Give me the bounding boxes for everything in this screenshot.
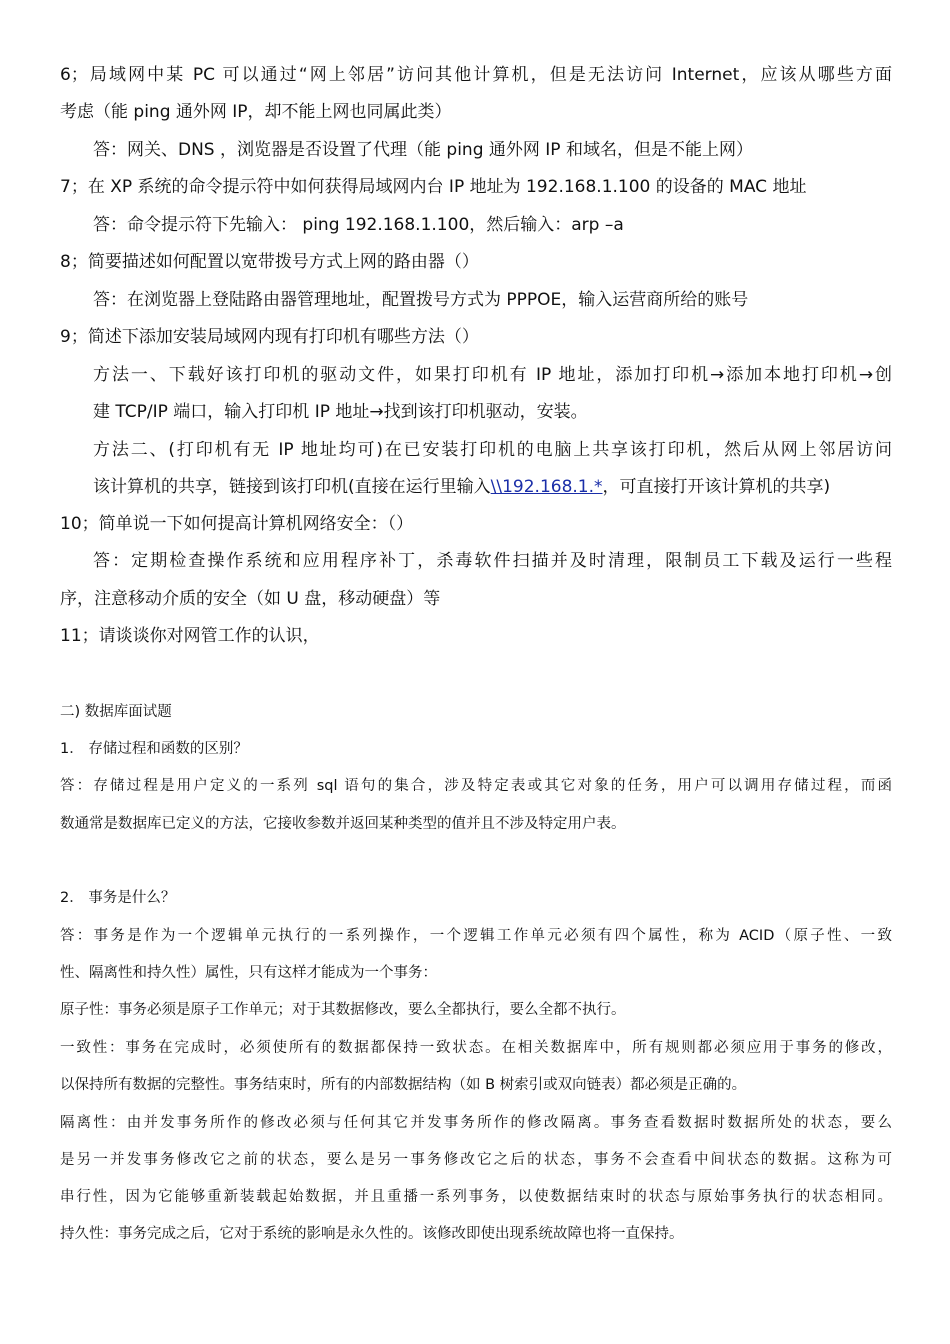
db-answer-2-line-2: 性、隔离性和持久性）属性，只有这样才能成为一个事务： — [60, 965, 437, 981]
property-isolation-line-1: 隔离性：由并发事务所作的修改必须与任何其它并发事务所作的修改隔离。事务查看数据时数据所处的状态，要么 — [60, 1115, 892, 1131]
question-11: 11；请谈谈你对网管工作的认识， — [60, 626, 320, 646]
method-2-text-before-link: 该计算机的共享，链接到该打印机(直接在运行里输入 — [93, 477, 491, 497]
db-question-2: 2． 事务是什么？ — [60, 890, 176, 906]
question-10: 10；简单说一下如何提高计算机网络安全：（） — [60, 514, 414, 534]
share-path-link[interactable]: \\192.168.1.* — [490, 477, 603, 497]
question-6-line-2: 考虑（能 ping 通外网 IP，却不能上网也同属此类） — [60, 102, 452, 122]
answer-10-line-1: 答：定期检查操作系统和应用程序补丁，杀毒软件扫描并及时清理，限制员工下载及运行一些程 — [93, 551, 892, 571]
property-isolation-line-3: 串行性，因为它能够重新装载起始数据，并且重播一系列事务，以使数据结束时的状态与原始事务执行的状态相同。 — [60, 1189, 892, 1205]
db-answer-1-line-1: 答：存储过程是用户定义的一系列 sql 语句的集合，涉及特定表或其它对象的任务，用户可以调用存储过程，而函 — [60, 778, 892, 794]
method-1-line-1: 方法一、下载好该打印机的驱动文件，如果打印机有 IP 地址，添加打印机→添加本地打印机→创 — [93, 365, 892, 385]
answer-8: 答：在浏览器上登陆路由器管理地址，配置拨号方式为 PPPOE，输入运营商所给的账号 — [93, 290, 749, 310]
question-6-line-1: 6；局域网中某 PC 可以通过“网上邻居”访问其他计算机，但是无法访问 Internet，应该从哪些方面 — [60, 65, 892, 85]
answer-6: 答：网关、DNS ，浏览器是否设置了代理（能 ping 通外网 IP 和域名，但是不能上网） — [93, 140, 753, 160]
property-isolation-line-2: 是另一并发事务修改它之前的状态，要么是另一事务修改它之后的状态，事务不会查看中间状态的数据。这称为可 — [60, 1152, 892, 1168]
db-question-1: 1． 存储过程和函数的区别？ — [60, 741, 248, 757]
method-2-line-2 — [93, 475, 830, 499]
db-answer-1-line-2: 数通常是数据库已定义的方法，它接收参数并返回某种类型的值并且不涉及特定用户表。 — [60, 816, 626, 832]
property-durability: 持久性：事务完成之后，它对于系统的影响是永久性的。该修改即使出现系统故障也将一直保持。 — [60, 1226, 684, 1242]
section-heading-database: 二) 数据库面试题 — [60, 704, 172, 720]
property-atomicity: 原子性：事务必须是原子工作单元；对于其数据修改，要么全都执行，要么全都不执行。 — [60, 1002, 626, 1018]
db-answer-2-line-1: 答：事务是作为一个逻辑单元执行的一系列操作，一个逻辑工作单元必须有四个属性，称为 ACID（原子性、一致 — [60, 928, 892, 944]
question-7: 7；在 XP 系统的命令提示符中如何获得局域网内台 IP 地址为 192.168.1.100 的设备的 MAC 地址 — [60, 177, 807, 197]
method-1-line-2: 建 TCP/IP 端口，输入打印机 IP 地址→找到该打印机驱动，安装。 — [93, 402, 588, 422]
question-8: 8；简要描述如何配置以宽带拨号方式上网的路由器（） — [60, 252, 479, 272]
property-consistency-line-1: 一致性：事务在完成时，必须使所有的数据都保持一致状态。在相关数据库中，所有规则都必须应用于事务的修改， — [60, 1040, 892, 1056]
answer-7: 答：命令提示符下先输入： ping 192.168.1.100，然后输入：arp –a — [93, 215, 624, 235]
question-9: 9；简述下添加安装局域网内现有打印机有哪些方法（） — [60, 327, 479, 347]
property-consistency-line-2: 以保持所有数据的完整性。事务结束时，所有的内部数据结构（如 B 树索引或双向链表）都必须是正确的。 — [60, 1077, 747, 1093]
answer-10-line-2: 序，注意移动介质的安全（如 U 盘，移动硬盘）等 — [60, 589, 441, 609]
method-2-line-1: 方法二、(打印机有无 IP 地址均可)在已安装打印机的电脑上共享该打印机，然后从网上邻居访问 — [93, 440, 892, 460]
method-2-text-after-link: ，可直接打开该计算机的共享) — [602, 477, 831, 497]
